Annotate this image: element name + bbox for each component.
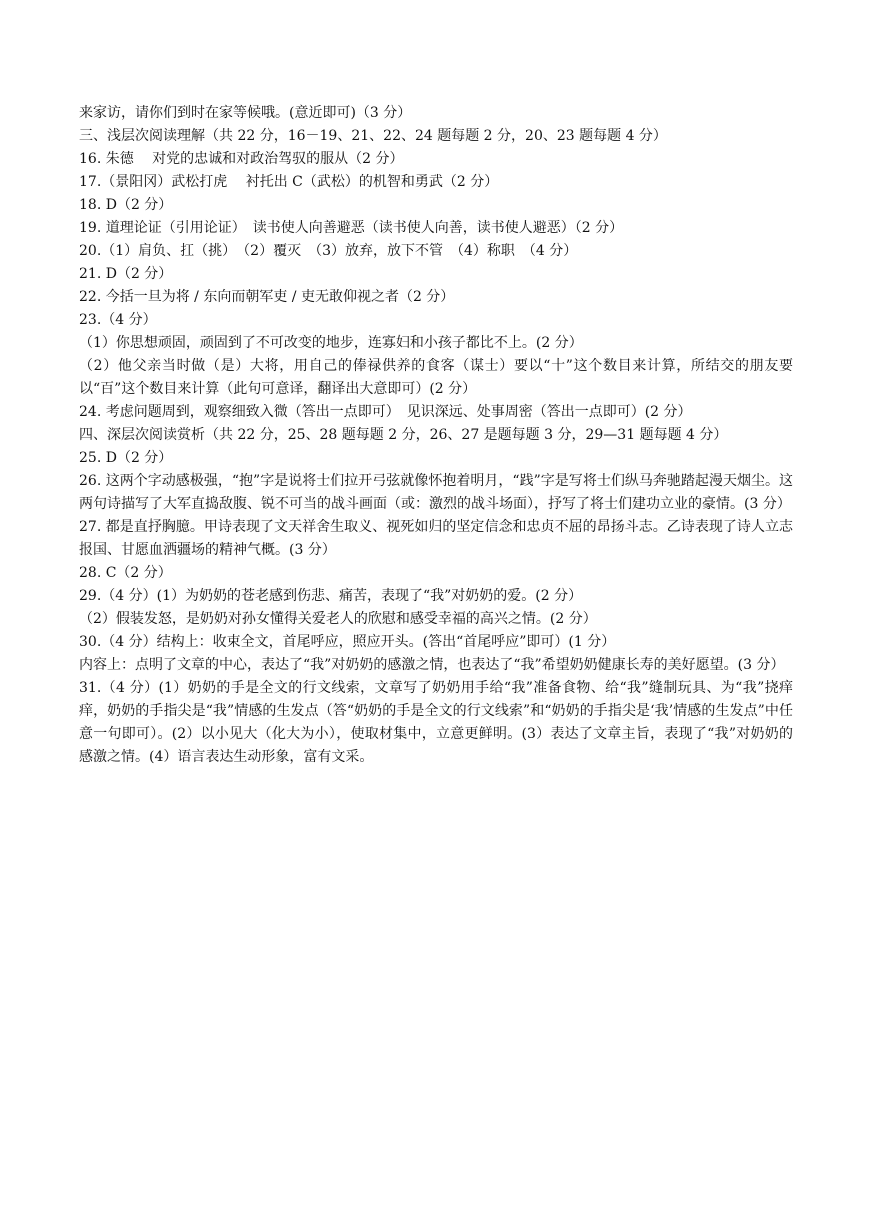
answer-28: 28. C（2 分） [79,565,172,581]
section-heading-4: 四、深层次阅读赏析（共 22 分，25、28 题每题 2 分，26、27 是题每题 3 分，29—31 题每题 4 分） [79,427,728,443]
answer-29-part-2: （2）假装发怒，是奶奶对孙女懂得关爱老人的欣慰和感受幸福的高兴之情。(2 分） [79,611,597,627]
answer-18: 18. D（2 分） [79,197,173,213]
answer-23-header: 23.（4 分） [79,312,157,328]
answer-16: 16. 朱德 对党的忠诚和对政治驾驭的服从（2 分） [79,151,404,167]
answer-26: 26. 这两个字动感极强，“抱”字是说将士们拉开弓弦就像怀抱着明月，“践”字是写将士们纵马奔驰踏起漫天烟尘。这两句诗描写了大军直捣敌腹、锐不可当的战斗画面（或：激烈的战斗场面），抒写了将士们建功立业的豪情。(3 分） [79,473,793,512]
answer-22: 22. 今括一旦为将 / 东向而朝军吏 / 吏无敢仰视之者（2 分） [79,289,455,305]
answer-19: 19. 道理论证（引用论证） 读书使人向善避恶（读书使人向善，读书使人避恶）（2 分） [79,220,624,236]
section-heading-3: 三、浅层次阅读理解（共 22 分，16－19、21、22、24 题每题 2 分，20、23 题每题 4 分） [79,128,667,144]
answer-27: 27. 都是直抒胸臆。甲诗表现了文天祥舍生取义、视死如归的坚定信念和忠贞不屈的昂扬斗志。乙诗表现了诗人立志报国、甘愿血洒疆场的精神气概。(3 分） [79,519,793,558]
answer-29-part-1: 29.（4 分）(1）为奶奶的苍老感到伤悲、痛苦，表现了“我”对奶奶的爱。(2 分） [79,588,583,604]
answer-25: 25. D（2 分） [79,450,173,466]
answer-23-part-1: （1）你思想顽固，顽固到了不可改变的地步，连寡妇和小孩子都比不上。(2 分） [79,335,583,351]
answer-20: 20.（1）肩负、扛（挑） （2）覆灭 （3）放弃，放下不管 （4）称职 （4 分） [79,243,578,259]
answer-21: 21. D（2 分） [79,266,173,282]
answer-17: 17.（景阳冈）武松打虎 衬托出 C（武松）的机智和勇武（2 分） [79,174,499,190]
answer-31: 31.（4 分）(1）奶奶的手是全文的行文线索，文章写了奶奶用手给“我”准备食物、给“我”缝制玩具、为“我”挠痒痒，奶奶的手指尖是“我”情感的生发点（答“奶奶的手是全文的行文线索”和“奶奶的手指尖是‘我’情感的生发点”中任意一句即可）。(2）以小见大（化大为小），使取材集中，立意更鲜明。(3）表达了文章主旨，表现了“我”对奶奶的感激之情。(4）语言表达生动形象，富有文采。 [79,680,793,765]
answer-key-text [79,102,793,769]
text-line: 来家访，请你们到时在家等候哦。(意近即可)（3 分） [79,105,412,121]
answer-24: 24. 考虑问题周到，观察细致入微（答出一点即可） 见识深远、处事周密（答出一点即可）(2 分） [79,404,692,420]
answer-30-structure: 30.（4 分）结构上：收束全文，首尾呼应，照应开头。(答出“首尾呼应”即可）(1 分） [79,634,616,650]
answer-30-content: 内容上：点明了文章的中心，表达了“我”对奶奶的感激之情，也表达了“我”希望奶奶健康长寿的美好愿望。(3 分） [79,657,785,673]
answer-23-part-2: （2）他父亲当时做（是）大将，用自己的俸禄供养的食客（谋士）要以“十”这个数目来计算，所结交的朋友要以“百”这个数目来计算（此句可意译，翻译出大意即可）(2 分） [79,358,793,397]
